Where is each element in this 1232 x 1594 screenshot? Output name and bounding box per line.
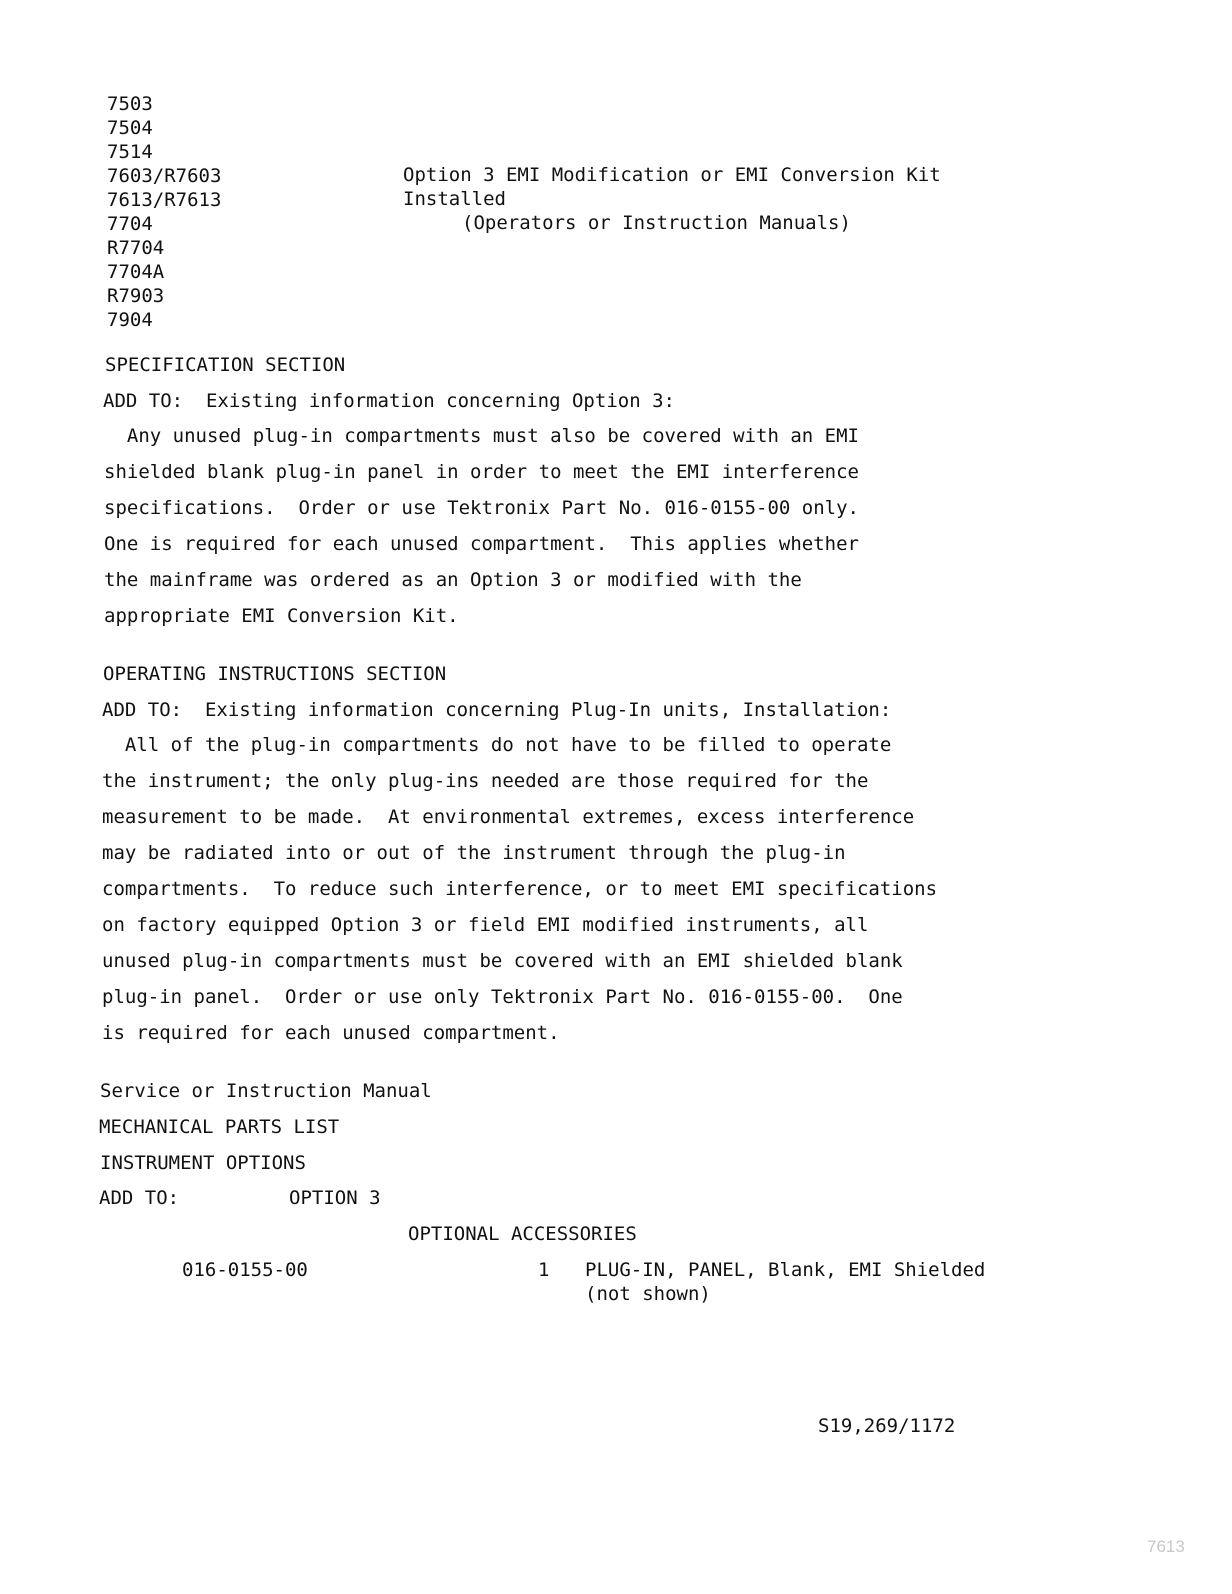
model-item: 7704 — [107, 213, 153, 235]
paragraph-line: is required for each unused compartment. — [102, 1022, 560, 1044]
paragraph-line: shielded blank plug-in panel in order to meet the EMI interference — [104, 461, 859, 483]
model-item: 7704A — [107, 261, 165, 283]
model-item: 7613/R7613 — [107, 189, 222, 211]
model-item: 7603/R7603 — [107, 165, 222, 187]
part-description-note: (not shown) — [585, 1283, 711, 1305]
model-item: R7704 — [107, 237, 165, 259]
title-line-1: Option 3 EMI Modification or EMI Conversion Kit — [403, 164, 941, 186]
document-code: S19,269/1172 — [818, 1415, 956, 1437]
spec-section-heading: SPECIFICATION SECTION — [105, 354, 346, 376]
operating-section-heading: OPERATING INSTRUCTIONS SECTION — [103, 663, 447, 685]
paragraph-line: plug-in panel. Order or use only Tektronix Part No. 016-0155-00. One — [102, 986, 903, 1008]
part-quantity: 1 — [538, 1259, 550, 1281]
spec-add-to: ADD TO: Existing information concerning Option 3: — [103, 390, 675, 412]
model-item: 7514 — [107, 141, 153, 163]
page-watermark: 7613 — [1147, 1537, 1185, 1556]
document-title — [403, 163, 941, 235]
spec-paragraph — [104, 418, 859, 634]
paragraph-line: unused plug-in compartments must be covered with an EMI shielded blank — [102, 950, 903, 972]
paragraph-line: measurement to be made. At environmental extremes, excess interference — [102, 806, 915, 828]
title-line-3: (Operators or Instruction Manuals) — [462, 212, 851, 234]
model-item: 7503 — [107, 93, 153, 115]
paragraph-line: specifications. Order or use Tektronix Part No. 016-0155-00 only. — [104, 497, 859, 519]
model-item: R7903 — [107, 285, 165, 307]
paragraph-line: All of the plug-in compartments do not have to be filled to operate — [102, 734, 892, 756]
paragraph-line: the instrument; the only plug-ins needed are those required for the — [102, 770, 869, 792]
service-add-to-label: ADD TO: — [99, 1187, 180, 1209]
mechanical-parts-heading: MECHANICAL PARTS LIST — [99, 1116, 340, 1138]
model-item: 7904 — [107, 309, 153, 331]
service-manual-label: Service or Instruction Manual — [100, 1080, 432, 1102]
model-item: 7504 — [107, 117, 153, 139]
operating-add-to: ADD TO: Existing information concerning Plug-In units, Installation: — [102, 699, 892, 721]
paragraph-line: One is required for each unused compartment. This applies whether — [104, 533, 859, 555]
option-label: OPTION 3 — [289, 1187, 381, 1209]
paragraph-line: compartments. To reduce such interference, or to meet EMI specifications — [102, 878, 938, 900]
operating-paragraph — [102, 727, 937, 1051]
instrument-options-heading: INSTRUMENT OPTIONS — [100, 1152, 306, 1174]
paragraph-line: on factory equipped Option 3 or field EMI modified instruments, all — [102, 914, 869, 936]
part-description: PLUG-IN, PANEL, Blank, EMI Shielded — [585, 1259, 986, 1281]
paragraph-line: Any unused plug-in compartments must also be covered with an EMI — [104, 425, 859, 447]
paragraph-line: appropriate EMI Conversion Kit. — [104, 605, 459, 627]
title-line-2: Installed — [403, 188, 506, 210]
paragraph-line: may be radiated into or out of the instrument through the plug-in — [102, 842, 846, 864]
paragraph-line: the mainframe was ordered as an Option 3 or modified with the — [104, 569, 802, 591]
optional-accessories-heading: OPTIONAL ACCESSORIES — [408, 1223, 637, 1245]
part-number: 016-0155-00 — [182, 1259, 308, 1281]
model-list — [107, 92, 221, 332]
